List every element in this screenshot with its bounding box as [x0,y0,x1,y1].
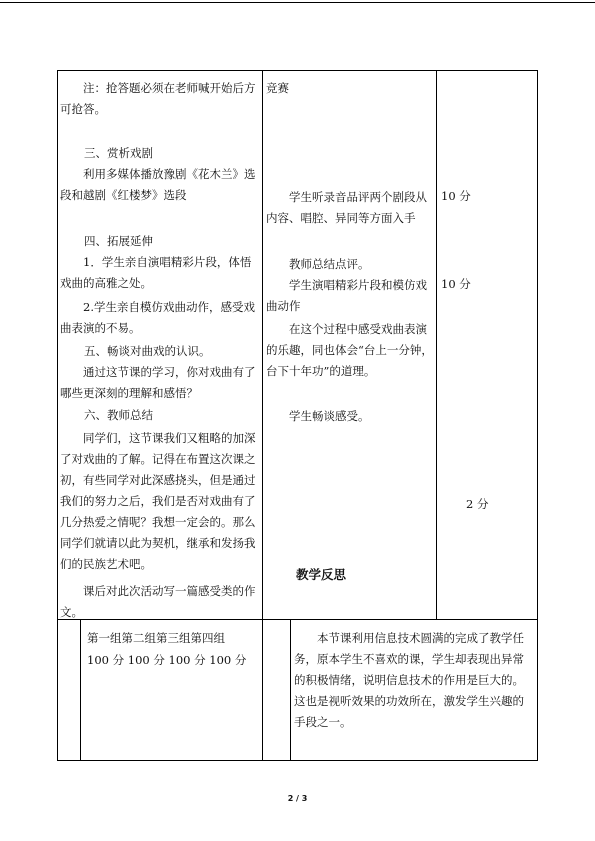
table-right-border [537,70,538,761]
section3-body: 利用多媒体播放豫剧《花木兰》选段和越剧《红楼梦》选段 [60,167,256,202]
bottom-col-divider-2 [262,619,263,760]
table-col-divider-2 [436,70,437,619]
talk-text: 学生畅谈感受。 [289,409,370,423]
score-10-a: 10 分 [441,189,471,203]
group-scores: 100 分 100 分 100 分 100 分 [87,653,247,667]
table-col-divider-1 [262,70,263,619]
section6-title: 六、教师总结 [84,408,153,422]
table-top-border [57,70,538,71]
score-2: 2 分 [466,497,489,511]
section5-title: 五、畅谈对曲戏的认识。 [84,344,211,358]
competition-text: 竞赛 [266,81,289,95]
section3-title: 三、赏析戏剧 [84,146,153,160]
table-left-border [57,70,58,761]
homework-text: 课后对此次活动写一篇感受类的作文。 [60,584,256,619]
section4-item2: 2.学生亲自模仿戏曲动作，感受戏曲表演的不易。 [60,300,255,335]
section6-body: 同学们，这节课我们又粗略的加深了对戏曲的了解。记得在布置这次课之初，有些同学对此深感挠头，但是通过我们的努力之后，我们是否对戏曲有了几分热爱之情呢？我想一定会的。那么同学们就请以此为契机，继承和发扬我们的民族艺术吧。 [60,431,256,571]
section5-body: 通过这节课的学习，你对戏曲有了哪些更深刻的理解和感悟？ [60,365,256,400]
teacher-summary-text: 教师总结点评。 [289,257,370,271]
page-number: 2 / 3 [287,794,308,803]
bottom-col-divider-3 [290,619,291,760]
reflection-heading: 教学反思 [296,567,347,582]
section4-item1: 1．学生亲自演唱精彩片段，体悟戏曲的高雅之处。 [60,255,252,290]
activity4-text: 学生演唱精彩片段和模仿戏曲动作 [266,278,427,313]
section4-title: 四、拓展延伸 [84,234,153,248]
activity3-text: 学生听录音品评两个剧段从内容、唱腔、异同等方面入手 [266,190,427,225]
table-bottom-border [57,760,538,761]
reflection-text: 本节课利用信息技术圆满的完成了教学任务，原本学生不喜欢的课，学生却表现出异常的积极情绪，说明信息技术的作用是巨大的。这也是视听效果的功效所在，激发学生兴趣的手段之一。 [294,631,524,729]
bottom-col-divider-1 [80,619,81,760]
feeling-text: 在这个过程中感受戏曲表演的乐趣，同也体会“台上一分钟，台下十年功”的道理。 [266,322,433,378]
score-10-b: 10 分 [441,277,471,291]
group-names: 第一组第二组第三组第四组 [87,631,225,645]
header-rule [0,2,595,3]
note-text: 注：抢答题必须在老师喊开始后方可抢答。 [60,81,256,116]
